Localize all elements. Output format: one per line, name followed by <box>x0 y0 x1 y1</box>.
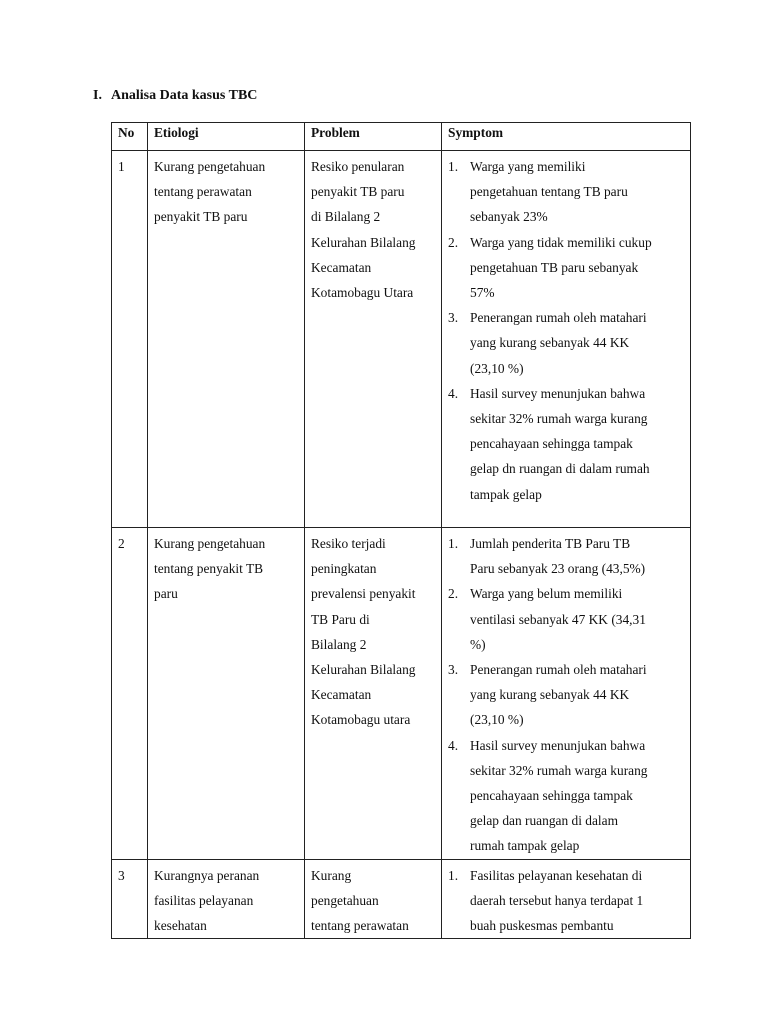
problem-line: tentang perawatan <box>311 918 409 934</box>
table-row <box>112 859 691 939</box>
header-problem: Problem <box>305 123 442 151</box>
list-index: 3. <box>448 310 459 326</box>
symptom-list <box>448 863 684 939</box>
problem-line: Kecamatan <box>311 687 372 703</box>
list-index: 1. <box>448 867 459 883</box>
table-row <box>112 528 691 860</box>
etiologi-line: penyakit TB paru <box>154 209 248 225</box>
list-index: 2. <box>448 234 459 250</box>
list-index: 2. <box>448 586 459 602</box>
list-index: 1. <box>448 536 459 551</box>
problem-line: di Bilalang 2 <box>311 209 381 225</box>
symptom-line: daerah tersebut hanya terdapat 1 <box>470 892 644 908</box>
problem-line: pengetahuan <box>311 892 379 908</box>
symptom-line: Fasilitas pelayanan kesehatan di <box>470 867 643 883</box>
list-index: 4. <box>448 737 459 753</box>
symptom-line: Hasil survey menunjukan bahwa <box>470 737 646 753</box>
cell-no: 2 <box>112 528 148 860</box>
list-item <box>448 863 684 939</box>
cell-symptom <box>442 151 691 528</box>
symptom-line: buah puskesmas pembantu <box>470 918 614 934</box>
cell-problem <box>305 528 442 860</box>
symptom-line: Warga yang memiliki <box>470 159 586 174</box>
problem-line: Kotamobagu utara <box>311 712 411 728</box>
etiologi-line: Kurangnya peranan <box>154 867 260 883</box>
problem-line: prevalensi penyakit <box>311 586 416 602</box>
etiologi-line: paru <box>154 586 178 602</box>
table-header-row <box>112 123 691 151</box>
symptom-list <box>448 531 684 859</box>
problem-line: Kelurahan Bilalang <box>311 662 416 678</box>
cell-no: 1 <box>112 151 148 528</box>
symptom-line: Penerangan rumah oleh matahari <box>470 310 647 326</box>
list-item <box>448 230 684 306</box>
symptom-line: pencahayaan sehingga tampak <box>470 436 633 452</box>
section-heading <box>93 86 257 106</box>
etiologi-line: tentang penyakit TB <box>154 561 264 577</box>
problem-line: Resiko penularan <box>311 159 405 174</box>
symptom-line: gelap dn ruangan di dalam rumah <box>470 461 650 477</box>
symptom-line: sebanyak 23% <box>470 209 548 225</box>
symptom-line: yang kurang sebanyak 44 KK <box>470 687 630 703</box>
table-row <box>112 151 691 528</box>
cell-problem <box>305 151 442 528</box>
cell-symptom <box>442 528 691 860</box>
list-item <box>448 733 684 859</box>
list-item <box>448 154 684 230</box>
list-index: 4. <box>448 385 459 401</box>
list-item <box>448 305 684 381</box>
etiologi-line: kesehatan <box>154 918 207 934</box>
symptom-line: pengetahuan TB paru sebanyak <box>470 259 639 275</box>
problem-line: Kotamobagu Utara <box>311 285 414 301</box>
problem-line: Kecamatan <box>311 259 372 275</box>
symptom-line: (23,10 %) <box>470 712 524 728</box>
problem-line: Resiko terjadi <box>311 536 386 551</box>
symptom-line: Hasil survey menunjukan bahwa <box>470 385 646 401</box>
etiologi-line: tentang perawatan <box>154 184 252 200</box>
symptom-list <box>448 154 684 507</box>
symptom-line: gelap dan ruangan di dalam <box>470 813 618 829</box>
list-item <box>448 381 684 507</box>
etiologi-line: Kurang pengetahuan <box>154 159 266 174</box>
cell-symptom <box>442 859 691 939</box>
symptom-line: yang kurang sebanyak 44 KK <box>470 335 630 351</box>
symptom-line: pengetahuan tentang TB paru <box>470 184 628 200</box>
problem-line: penyakit TB paru <box>311 184 405 200</box>
cell-etiologi <box>148 151 305 528</box>
cell-etiologi <box>148 528 305 860</box>
header-etiologi: Etiologi <box>148 123 305 151</box>
problem-line: peningkatan <box>311 561 377 577</box>
symptom-line: Paru sebanyak 23 orang (43,5%) <box>470 561 646 577</box>
symptom-line: %) <box>470 636 486 652</box>
problem-line: Bilalang 2 <box>311 636 367 652</box>
symptom-line: sekitar 32% rumah warga kurang <box>470 762 648 778</box>
symptom-line: pencahayaan sehingga tampak <box>470 788 633 804</box>
header-symptom: Symptom <box>442 123 691 151</box>
section-number: I. <box>93 88 102 103</box>
symptom-line: rumah tampak gelap <box>470 838 580 854</box>
problem-line: Kelurahan Bilalang <box>311 234 416 250</box>
list-item <box>448 581 684 657</box>
symptom-line: Warga yang belum memiliki <box>470 586 623 602</box>
symptom-line: sekitar 32% rumah warga kurang <box>470 411 648 427</box>
problem-line: Kurang <box>311 867 352 883</box>
list-index: 3. <box>448 662 459 678</box>
symptom-line: Warga yang tidak memiliki cukup <box>470 234 652 250</box>
list-index: 1. <box>448 159 459 174</box>
section-title: Analisa Data kasus TBC <box>111 88 258 103</box>
analysis-table <box>111 122 691 939</box>
symptom-line: 57% <box>470 285 495 301</box>
list-item <box>448 531 684 581</box>
etiologi-line: Kurang pengetahuan <box>154 536 266 551</box>
list-item <box>448 657 684 733</box>
symptom-line: Penerangan rumah oleh matahari <box>470 662 647 678</box>
etiologi-line: fasilitas pelayanan <box>154 892 254 908</box>
header-no: No <box>112 123 148 151</box>
symptom-line: (23,10 %) <box>470 360 524 376</box>
symptom-line: ventilasi sebanyak 47 KK (34,31 <box>470 611 646 627</box>
problem-line: TB Paru di <box>311 611 370 627</box>
cell-problem <box>305 859 442 939</box>
symptom-line: tampak gelap <box>470 486 542 502</box>
cell-etiologi <box>148 859 305 939</box>
cell-no: 3 <box>112 859 148 939</box>
symptom-line: Jumlah penderita TB Paru TB <box>470 536 631 551</box>
